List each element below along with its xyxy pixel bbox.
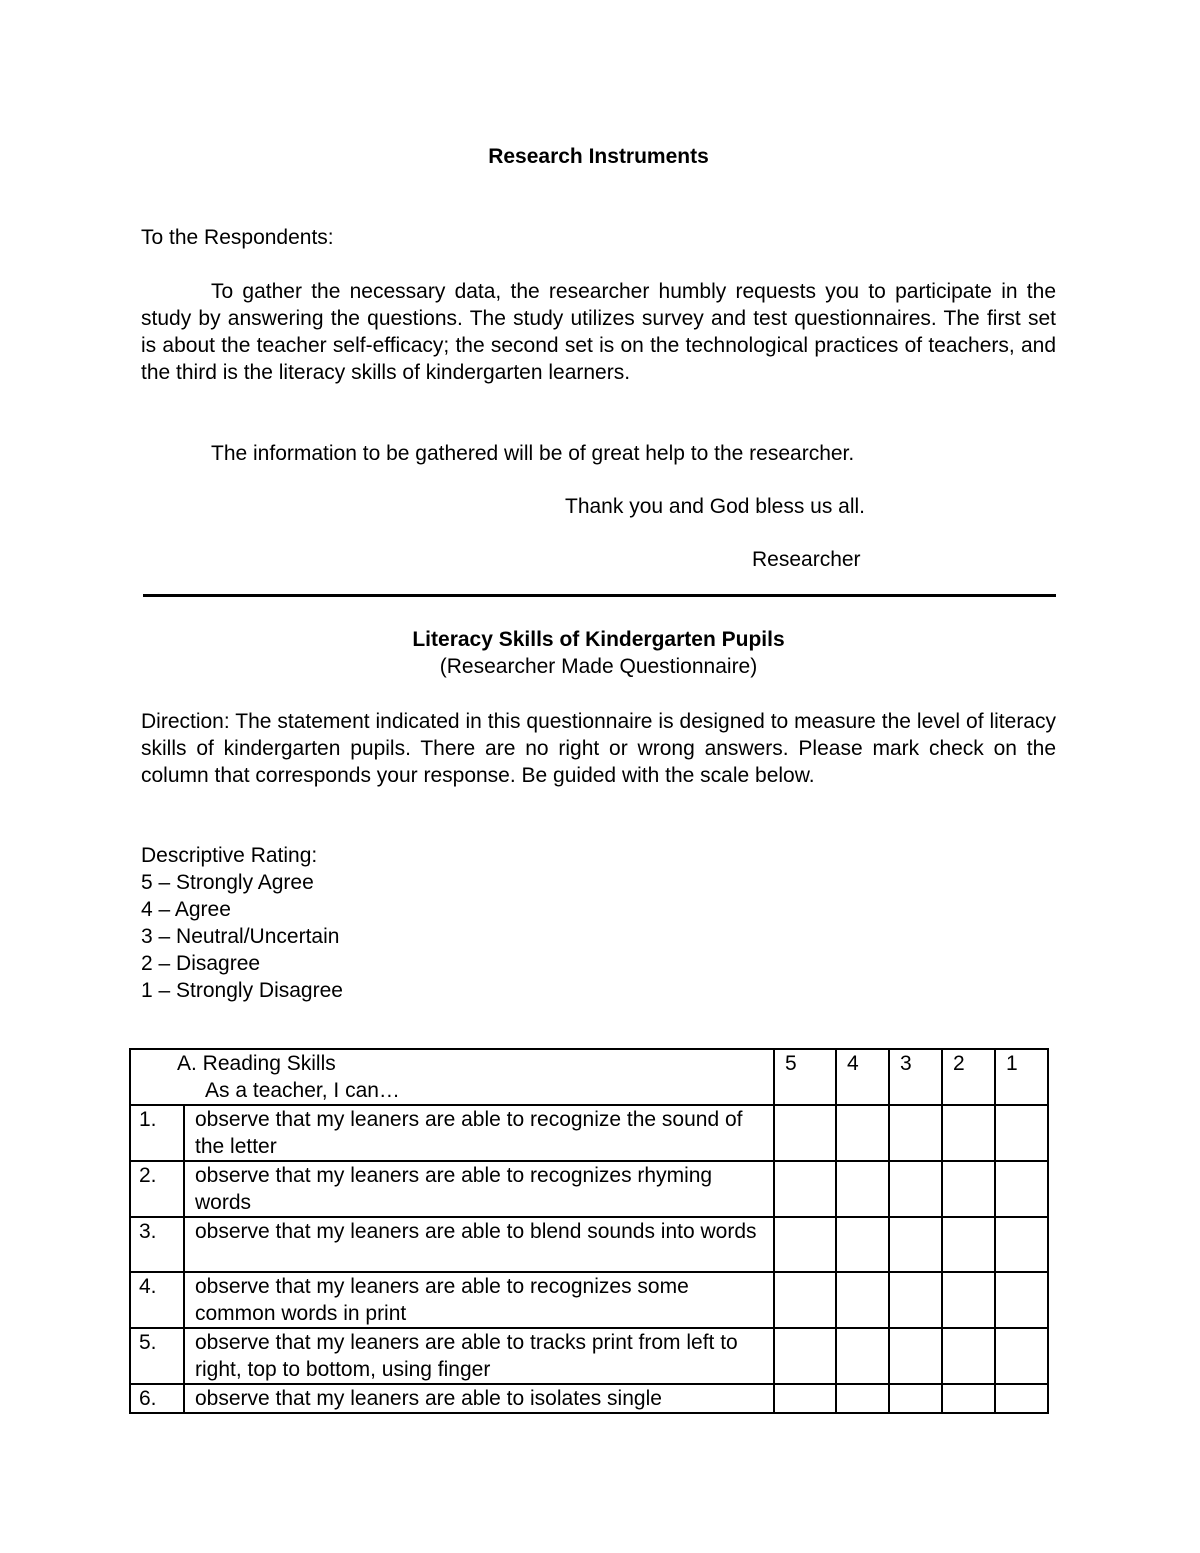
rating-cell-1[interactable]	[995, 1161, 1048, 1217]
table-row	[130, 1272, 1048, 1328]
rating-cell-2[interactable]	[942, 1384, 995, 1413]
item-statement: observe that my leaners are able to recognize the sound of the letter	[184, 1105, 774, 1161]
item-number: 5.	[130, 1328, 184, 1384]
rating-cell-2[interactable]	[942, 1217, 995, 1272]
rating-cell-4[interactable]	[836, 1217, 889, 1272]
item-statement: observe that my leaners are able to tracks print from left to right, top to bottom, using finger	[184, 1328, 774, 1384]
rating-cell-1[interactable]	[995, 1105, 1048, 1161]
table-row	[130, 1105, 1048, 1161]
scale-header-5: 5	[774, 1049, 836, 1105]
rating-cell-4[interactable]	[836, 1105, 889, 1161]
table-row	[130, 1328, 1048, 1384]
rating-cell-3[interactable]	[889, 1328, 942, 1384]
item-number: 3.	[130, 1217, 184, 1272]
salutation: To the Respondents:	[141, 226, 334, 249]
rating-item: 2 – Disagree	[141, 952, 261, 975]
scale-header-2: 2	[942, 1049, 995, 1105]
rating-heading: Descriptive Rating:	[141, 844, 318, 867]
rating-cell-3[interactable]	[889, 1161, 942, 1217]
rating-cell-1[interactable]	[995, 1272, 1048, 1328]
rating-cell-2[interactable]	[942, 1105, 995, 1161]
section-subtitle: (Researcher Made Questionnaire)	[439, 655, 758, 678]
rating-cell-5[interactable]	[774, 1384, 836, 1413]
rating-cell-3[interactable]	[889, 1272, 942, 1328]
rating-item: 3 – Neutral/Uncertain	[141, 925, 340, 948]
category-label: A. Reading Skills	[177, 1052, 336, 1075]
rating-cell-5[interactable]	[774, 1328, 836, 1384]
rating-item: 1 – Strongly Disagree	[141, 979, 343, 1002]
rating-cell-2[interactable]	[942, 1328, 995, 1384]
rating-cell-5[interactable]	[774, 1105, 836, 1161]
rating-cell-3[interactable]	[889, 1217, 942, 1272]
item-statement: observe that my leaners are able to recognizes rhyming words	[184, 1161, 774, 1217]
rating-cell-3[interactable]	[889, 1384, 942, 1413]
rating-cell-4[interactable]	[836, 1328, 889, 1384]
scale-header-1: 1	[995, 1049, 1048, 1105]
category-prompt: As a teacher, I can…	[205, 1079, 400, 1102]
closing-line: Thank you and God bless us all.	[565, 495, 866, 518]
item-number: 6.	[130, 1384, 184, 1413]
rating-cell-2[interactable]	[942, 1161, 995, 1217]
scale-header-3: 3	[889, 1049, 942, 1105]
rating-cell-1[interactable]	[995, 1328, 1048, 1384]
rating-cell-3[interactable]	[889, 1105, 942, 1161]
questionnaire-table	[129, 1048, 1049, 1414]
rating-cell-1[interactable]	[995, 1384, 1048, 1413]
item-statement: observe that my leaners are able to blend sounds into words	[184, 1217, 774, 1272]
rating-cell-5[interactable]	[774, 1217, 836, 1272]
table-row	[130, 1217, 1048, 1272]
document-title: Research Instruments	[488, 145, 709, 168]
category-header	[130, 1049, 774, 1105]
scale-header-4: 4	[836, 1049, 889, 1105]
rating-cell-4[interactable]	[836, 1272, 889, 1328]
item-number: 4.	[130, 1272, 184, 1328]
rating-cell-4[interactable]	[836, 1384, 889, 1413]
rating-item: 4 – Agree	[141, 898, 231, 921]
item-number: 2.	[130, 1161, 184, 1217]
section-title: Literacy Skills of Kindergarten Pupils	[412, 628, 785, 651]
table-row	[130, 1161, 1048, 1217]
table-row	[130, 1384, 1048, 1413]
rating-cell-2[interactable]	[942, 1272, 995, 1328]
table-header-row	[130, 1049, 1048, 1105]
info-paragraph: The information to be gathered will be of great help to the researcher.	[211, 442, 855, 465]
rating-item: 5 – Strongly Agree	[141, 871, 314, 894]
rating-cell-5[interactable]	[774, 1272, 836, 1328]
rating-cell-5[interactable]	[774, 1161, 836, 1217]
item-statement: observe that my leaners are able to isolates single	[184, 1384, 774, 1413]
direction-text: Direction: The statement indicated in this questionnaire is designed to measure the level of literacy skills of kindergarten pupils. There are no right or wrong answers. Please mark check on the column that corresponds your response. Be guided with the scale below.	[141, 710, 1056, 787]
rating-cell-4[interactable]	[836, 1161, 889, 1217]
item-statement: observe that my leaners are able to recognizes some common words in print	[184, 1272, 774, 1328]
item-number: 1.	[130, 1105, 184, 1161]
rating-cell-1[interactable]	[995, 1217, 1048, 1272]
signature: Researcher	[752, 548, 861, 571]
section-divider	[143, 594, 1056, 597]
rating-scale-list	[141, 869, 343, 1004]
intro-paragraph: To gather the necessary data, the researcher humbly requests you to participate in the study by answering the questions. The study utilizes survey and test questionnaires. The first set is about the teacher self-efficacy; the second set is on the technological practices of teachers, and the third is the literacy skills of kindergarten learners.	[141, 280, 1056, 384]
